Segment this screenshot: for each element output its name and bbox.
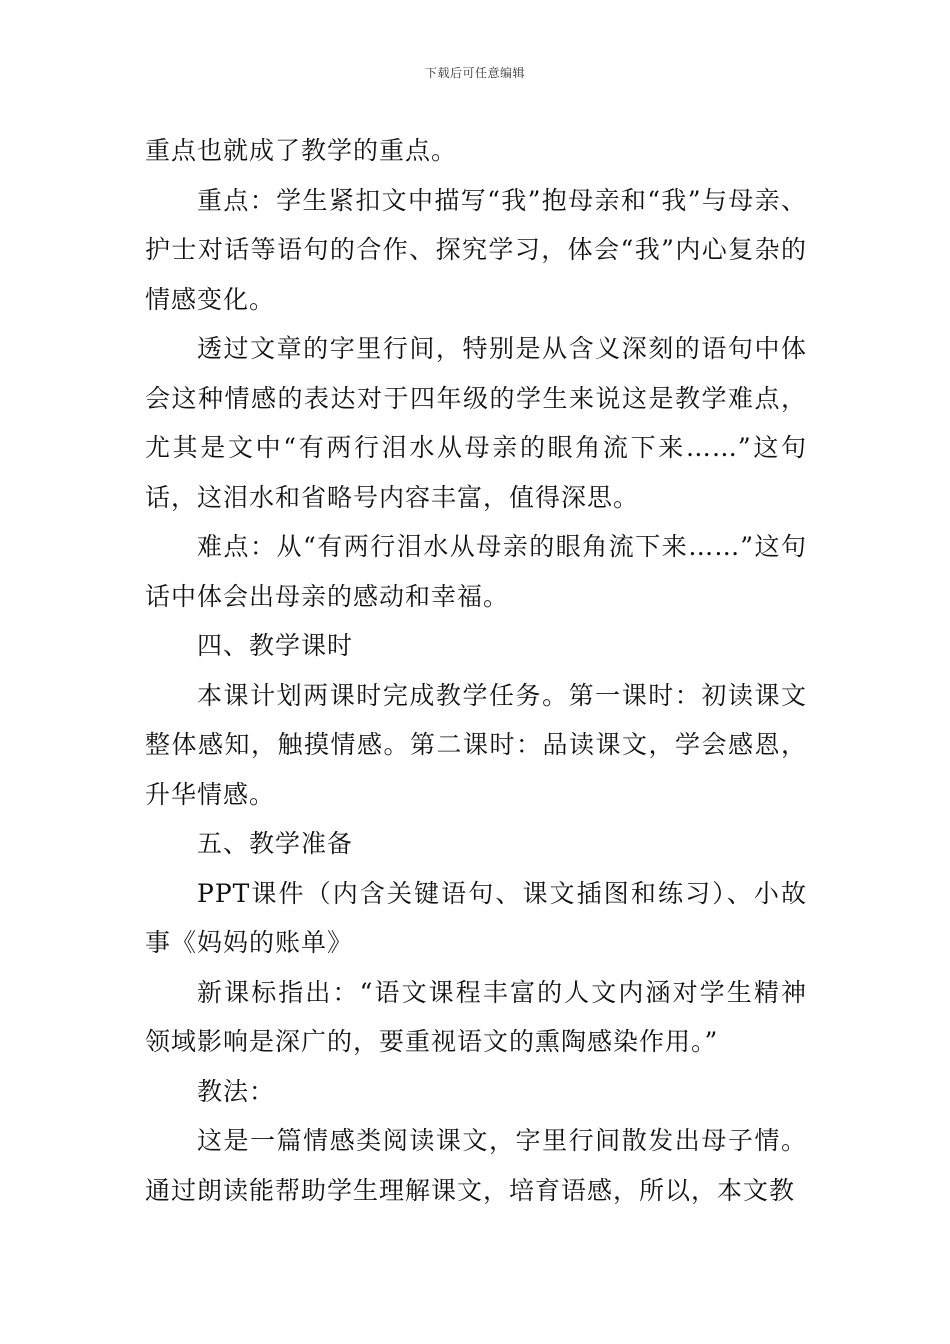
section-heading-teaching-method: 教法： bbox=[197, 1076, 276, 1106]
paragraph-materials: PPT课件（内含关键语句、课文插图和练习）、小故事《妈妈的账单》 bbox=[145, 878, 807, 957]
document-body bbox=[145, 126, 807, 1215]
paragraph-difficulty-explanation: 透过文章的字里行间，特别是从含义深刻的语句中体会这种情感的表达对于四年级的学生来说这是教学难点，尤其是文中“有两行泪水从母亲的眼角流下来……”这句话，这泪水和省略号内容丰富，值得深思。 bbox=[145, 334, 807, 512]
paragraph-class-plan: 本课计划两课时完成教学任务。第一课时：初读课文整体感知，触摸情感。第二课时：品读课文，学会感恩，升华情感。 bbox=[145, 680, 807, 809]
paragraph-continuation: 重点也就成了教学的重点。 bbox=[145, 136, 458, 165]
page-header: 下载后可任意编辑 bbox=[424, 66, 525, 80]
paragraph-difficult-points: 难点：从“有两行泪水从母亲的眼角流下来……”这句话中体会出母亲的感动和幸福。 bbox=[145, 532, 807, 611]
section-heading-class-hours: 四、教学课时 bbox=[197, 631, 354, 660]
section-heading-preparation: 五、教学准备 bbox=[197, 829, 354, 858]
paragraph-key-points: 重点：学生紧扣文中描写“我”抱母亲和“我”与母亲、护士对话等语句的合作、探究学习，体会“我”内心复杂的情感变化。 bbox=[145, 185, 807, 314]
paragraph-method-description: 这是一篇情感类阅读课文，字里行间散发出母子情。通过朗读能帮助学生理解课文，培育语感，所以，本文教 bbox=[145, 1126, 807, 1205]
paragraph-curriculum-quote: 新课标指出：“语文课程丰富的人文内涵对学生精神领域影响是深广的，要重视语文的熏陶感染作用。” bbox=[145, 977, 807, 1056]
